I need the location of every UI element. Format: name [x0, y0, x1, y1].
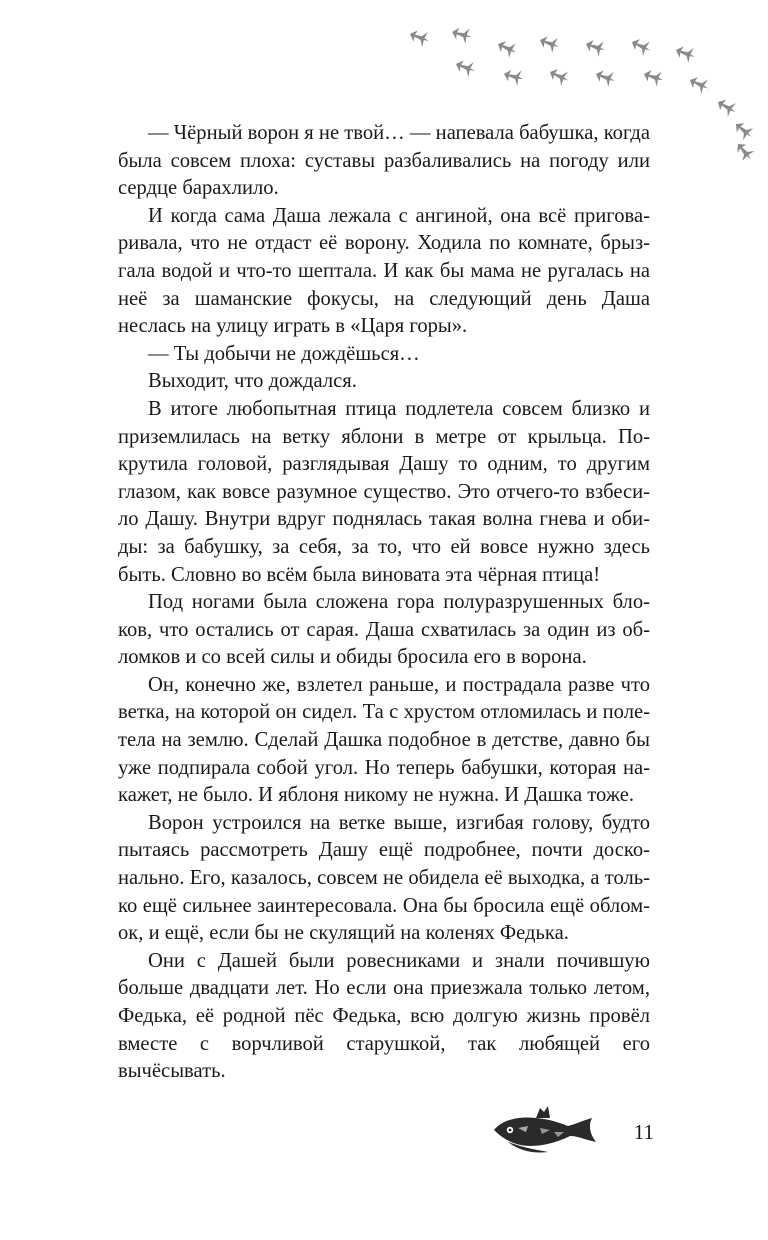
paragraph: — Ты добычи не дождёшься… [148, 342, 420, 365]
bird-icon [714, 95, 739, 119]
paragraph: Ворон устроился на ветке выше, изгибая голову, будто пытаясь рассмотреть Дашу ещё подробнее, почти досконально. Его, казалось, совсем не обидела её выходка, а только ещё сильнее заинтересовала. Она бы бросила ещё обломок, и ещё, если бы не скулящий на коленях Федька. [118, 811, 650, 945]
bird-icon [495, 37, 520, 60]
bird-icon [537, 32, 561, 54]
paragraph: И когда сама Даша лежала с ангиной, она всё приговаривала, что не отдаст её ворону. Ходила по комнате, брызгала водой и что-то шептала. И как бы мама не ругалась на неё за шаманские фокусы, на следующий день Даша неслась на улицу играть в «Царя горы». [118, 204, 650, 338]
paragraph: Он, конечно же, взлетел раньше, и пострадала разве что ветка, на которой он сидел. Та с хрустом отломилась и полетела на землю. Сделай Дашка подобное в детстве, давно бы уже подпирала собой угол. Но теперь бабушки, которая накажет, не было. И яблоня никому не нужна. И Дашка тоже. [118, 673, 650, 807]
bird-icon [407, 26, 431, 48]
paragraph: Под ногами была сложена гора полуразрушенных блоков, что остались от сарая. Даша схватилась за один из обломков и со всей силы и обиды бросила его в ворона. [118, 591, 650, 669]
bird-icon [732, 139, 757, 160]
bird-icon [547, 65, 572, 88]
bird-icon [502, 66, 525, 87]
bird-icon [593, 66, 617, 88]
bird-icon [453, 56, 477, 78]
story-text [118, 120, 650, 1086]
bird-icon [687, 73, 712, 96]
fish-bird-ornament-icon [488, 1106, 600, 1156]
bird-icon [673, 42, 697, 64]
paragraph: Выходит, что дождался. [148, 370, 357, 393]
bird-icon [450, 24, 473, 45]
bird-icon [642, 66, 666, 87]
paragraph: — Чёрный ворон я не твой… — напевала бабушка, когда была совсем плоха: суставы разбаливались на погоду или сердце барахлило. [118, 122, 650, 200]
bird-icon [584, 36, 608, 57]
bird-icon [731, 118, 757, 143]
bird-icon [629, 35, 654, 58]
paragraph: В итоге любопытная птица подлетела совсем близко и приземлилась на ветку яблони в метре от крыльца. Покрутила головой, разглядывая Дашу то одним, то другим глазом, как вовсе разумное существо. Это отчего-то взбесило Дашу. Внутри вдруг поднялась такая волна гнева и обиды: за бабушку, за себя, за то, что ей вовсе нужно здесь быть. Словно во всём была виновата эта чёрная птица! [118, 397, 650, 586]
page-number: 11 [633, 1120, 654, 1144]
paragraph: Они с Дашей были ровесниками и знали почившую больше двадцати лет. Но если она приезжала только летом, Федька, её родной пёс Федька, всю долгую жизнь провёл вместе с ворчливой старушкой, так любящей его вычёсывать. [118, 949, 650, 1083]
